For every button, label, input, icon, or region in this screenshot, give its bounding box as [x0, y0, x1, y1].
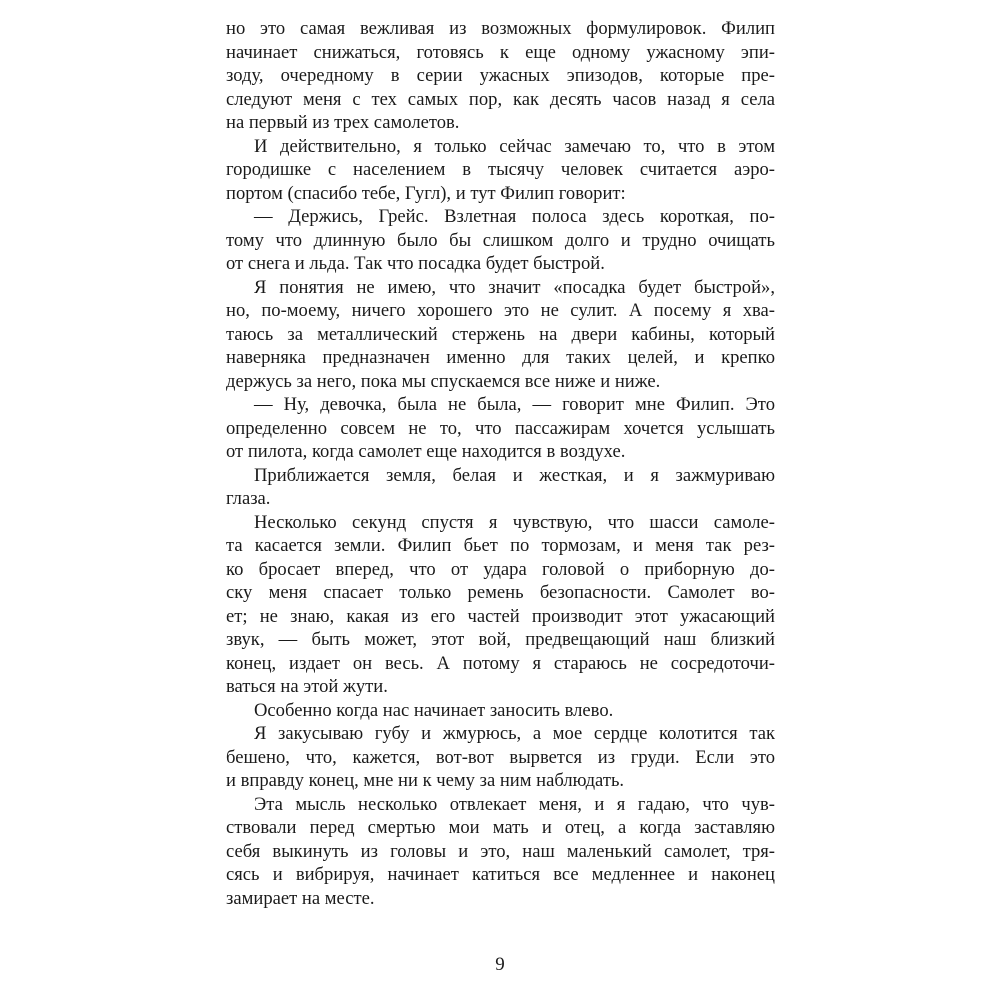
text-line: Приближается земля, белая и жесткая, и я зажмуриваю: [254, 464, 775, 486]
text-line: ко бросает вперед, что от удара головой о приборную до-: [226, 558, 775, 580]
text-line: ску меня спасает только ремень безопасности. Самолет во-: [226, 582, 775, 603]
body-text: [226, 17, 775, 910]
paragraph: [226, 17, 775, 135]
paragraph: [226, 722, 775, 793]
text-line: ет; не знаю, какая из его частей производит этот ужасающий: [226, 605, 775, 627]
text-line: Я закусываю губу и жмурюсь, а мое сердце колотится так: [254, 723, 775, 744]
text-line: замирает на месте.: [226, 887, 375, 909]
paragraph: [226, 135, 775, 206]
text-line: городишке с населением в тысячу человек считается аэро-: [226, 159, 775, 180]
text-line: зоду, очередному в серии ужасных эпизодов, которые пре-: [226, 65, 775, 86]
text-line: и вправду конец, мне ни к чему за ним наблюдать.: [226, 770, 625, 791]
text-line: начинает снижаться, готовясь к еще одному ужасному эпи-: [226, 41, 775, 63]
text-line: от снега и льда. Так что посадка будет быстрой.: [226, 253, 605, 274]
text-line: — Ну, девочка, была не была, — говорит мне Филип. Это: [254, 394, 775, 415]
paragraph: [226, 464, 775, 511]
text-line: И действительно, я только сейчас замечаю то, что в этом: [254, 135, 775, 157]
text-line: ваться на этой жути.: [226, 676, 388, 697]
text-line: та касается земли. Филип бьет по тормозам, и меня так рез-: [226, 535, 775, 556]
page-number: 9: [495, 954, 505, 975]
paragraph: [226, 276, 775, 394]
text-line: Несколько секунд спустя я чувствую, что шасси самоле-: [254, 511, 775, 533]
text-line: наверняка предназначен именно для таких целей, и крепко: [226, 347, 775, 368]
text-line: но это самая вежливая из возможных формулировок. Филип: [226, 18, 775, 39]
paragraph: [226, 511, 775, 699]
text-line: звук, — быть может, этот вой, предвещающий наш близкий: [226, 629, 775, 650]
text-line: Эта мысль несколько отвлекает меня, и я гадаю, что чув-: [254, 793, 775, 815]
text-line: на первый из трех самолетов.: [226, 112, 460, 133]
text-line: конец, издает он весь. А потому я стараюсь не сосредоточи-: [226, 652, 775, 674]
paragraph: [226, 793, 775, 911]
text-line: портом (спасибо тебе, Гугл), и тут Филип говорит:: [226, 182, 626, 204]
text-line: Особенно когда нас начинает заносить влево.: [254, 699, 614, 721]
text-line: тому что длинную было бы слишком долго и трудно очищать: [226, 229, 775, 251]
text-line: Я понятия не имею, что значит «посадка будет быстрой»,: [254, 276, 775, 298]
text-line: бешено, что, кажется, вот-вот вырвется из груди. Если это: [226, 746, 775, 768]
text-line: держусь за него, пока мы спускаемся все ниже и ниже.: [226, 370, 661, 392]
text-line: от пилота, когда самолет еще находится в воздухе.: [226, 441, 626, 462]
text-line: себя выкинуть из головы и это, наш маленький самолет, тря-: [226, 840, 775, 862]
text-line: ствовали перед смертью мои мать и отец, а когда заставляю: [226, 817, 775, 838]
text-line: следуют меня с тех самых пор, как десять часов назад я села: [226, 88, 775, 110]
paragraph: [226, 393, 775, 464]
paragraph: [226, 699, 775, 723]
text-line: но, по-моему, ничего хорошего это не сулит. А посему я хва-: [226, 300, 775, 321]
text-line: таюсь за металлический стержень на двери кабины, который: [226, 323, 775, 345]
text-line: глаза.: [226, 488, 271, 509]
text-line: определенно совсем не то, что пассажирам хочется услышать: [226, 417, 775, 439]
paragraph: [226, 205, 775, 276]
text-line: сясь и вибрируя, начинает катиться все медленнее и наконец: [226, 864, 775, 885]
text-line: — Держись, Грейс. Взлетная полоса здесь короткая, по-: [254, 206, 775, 227]
